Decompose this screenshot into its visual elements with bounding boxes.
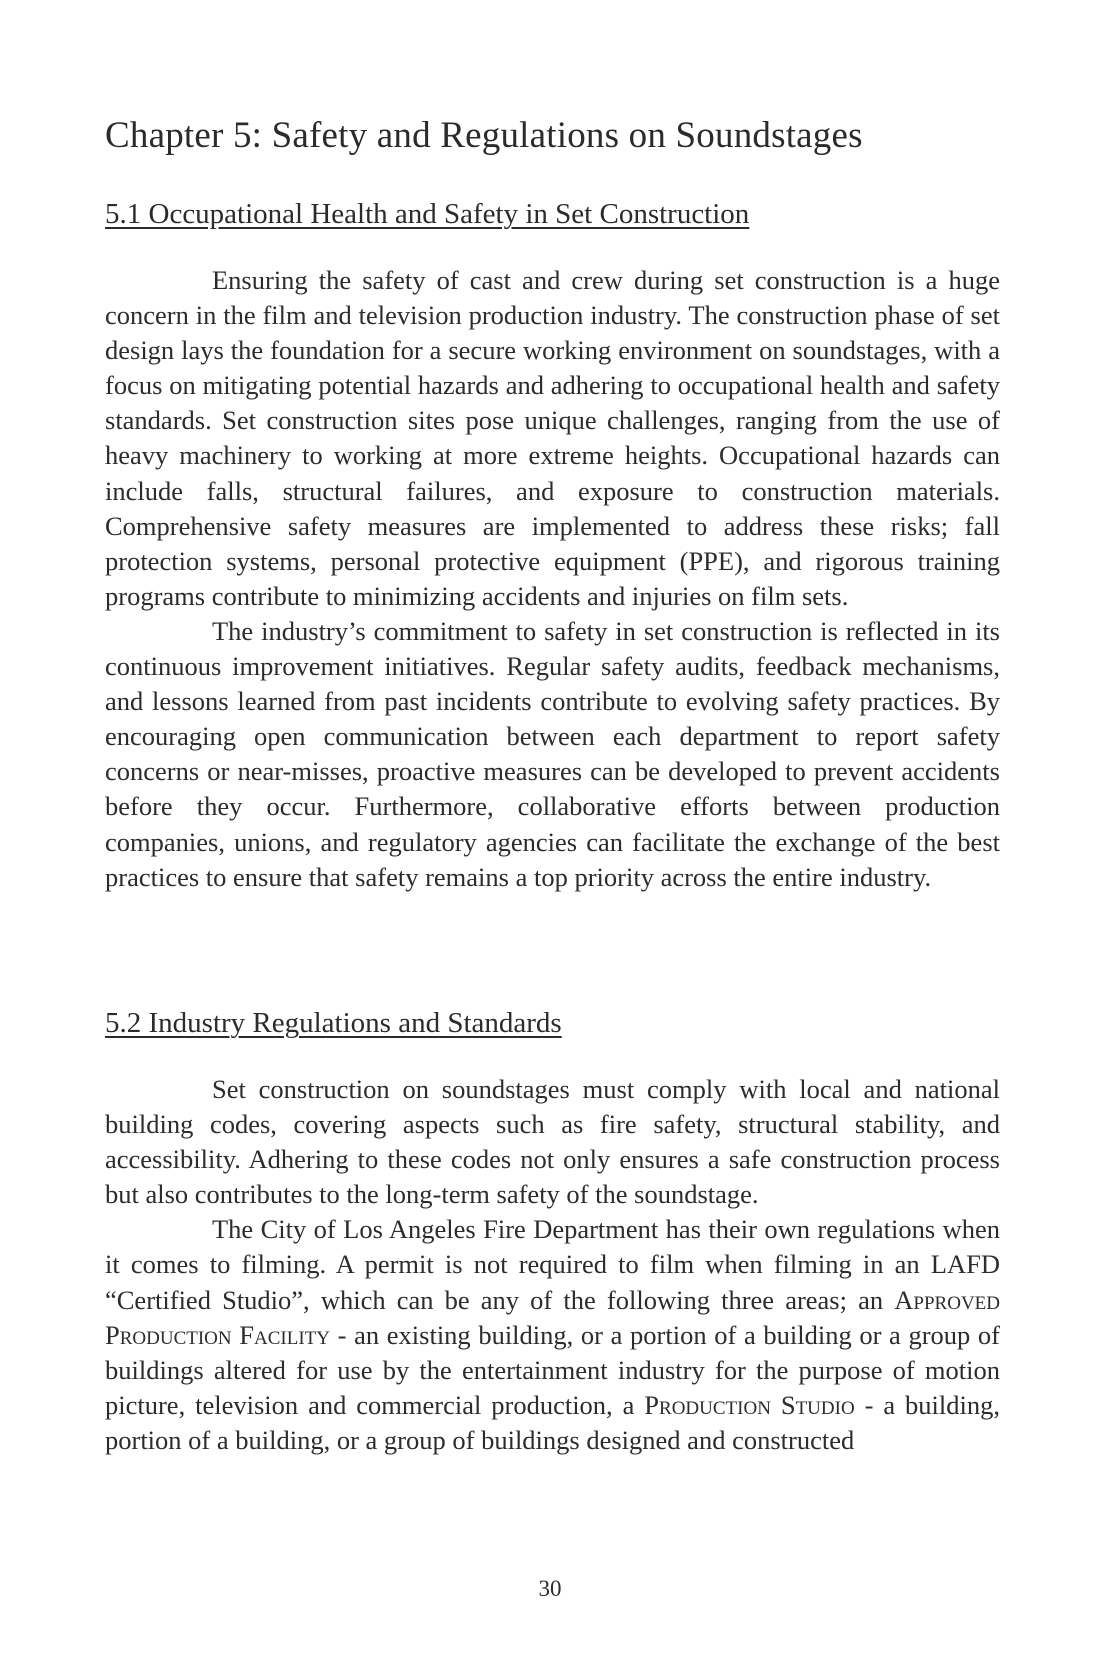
page-number: 30 xyxy=(538,1576,562,1601)
section-heading-5-1: 5.1 Occupational Health and Safety in Set Construction xyxy=(105,198,750,230)
paragraph-text: The City of Los Angeles Fire Department has their own regulations when it comes to filming. A permit is not required to film when filming in an LAFD “Certified Studio”, which can be any of the following three areas; an xyxy=(105,1214,1000,1315)
paragraph: Ensuring the safety of cast and crew during set construction is a huge concern in the film and television production industry. The construction phase of set design lays the foundation for a secure working environment on soundstages, with a focus on mitigating potential hazards and adhering to occupational health and safety standards. Set construction sites pose unique challenges, ranging from the use of heavy machinery to working at more extreme heights. Occupational hazards can include falls, structural failures, and exposure to construction materials. Comprehensive safety measures are implemented to address these risks; fall protection systems, personal protective equipment (PPE), and rigorous training programs contribute to minimizing accidents and injuries on film sets. xyxy=(105,265,1000,611)
chapter-title: Chapter 5: Safety and Regulations on Soundstages xyxy=(105,115,863,156)
term-approved-production-facility: Approved Production Facility xyxy=(105,1284,1000,1350)
paragraph-text: - a building, portion of a building, or a group of buildings designed and constructed xyxy=(105,1389,1000,1455)
paragraph: The industry’s commitment to safety in set construction is reflected in its continuous improvement initiatives. Regular safety audits, feedback mechanisms, and lessons learned from past incidents contribute to evolving safety practices. By encouraging open communication between each department to report safety concerns or near-misses, proactive measures can be developed to prevent accidents before they occur. Furthermore, collaborative efforts between production companies, unions, and regulatory agencies can facilitate the exchange of the best practices to ensure that safety remains a top priority across the entire industry. xyxy=(105,615,1000,892)
section-5-2-body xyxy=(105,1072,1000,1458)
section-heading-5-2: 5.2 Industry Regulations and Standards xyxy=(105,1007,562,1039)
section-5-1-body xyxy=(105,263,1000,895)
term-production-studio: Production Studio xyxy=(644,1389,855,1420)
paragraph-text: - an existing building, or a portion of a building or a group of buildings altered for use by the entertainment industry for the purpose of motion picture, television and commercial production, a xyxy=(105,1319,1001,1420)
paragraph: Set construction on soundstages must comply with local and national building codes, covering aspects such as fire safety, structural stability, and accessibility. Adhering to these codes not only ensures a safe construction process but also contributes to the long-term safety of the soundstage. xyxy=(105,1074,1000,1210)
lafd-paragraph xyxy=(105,1212,1000,1458)
